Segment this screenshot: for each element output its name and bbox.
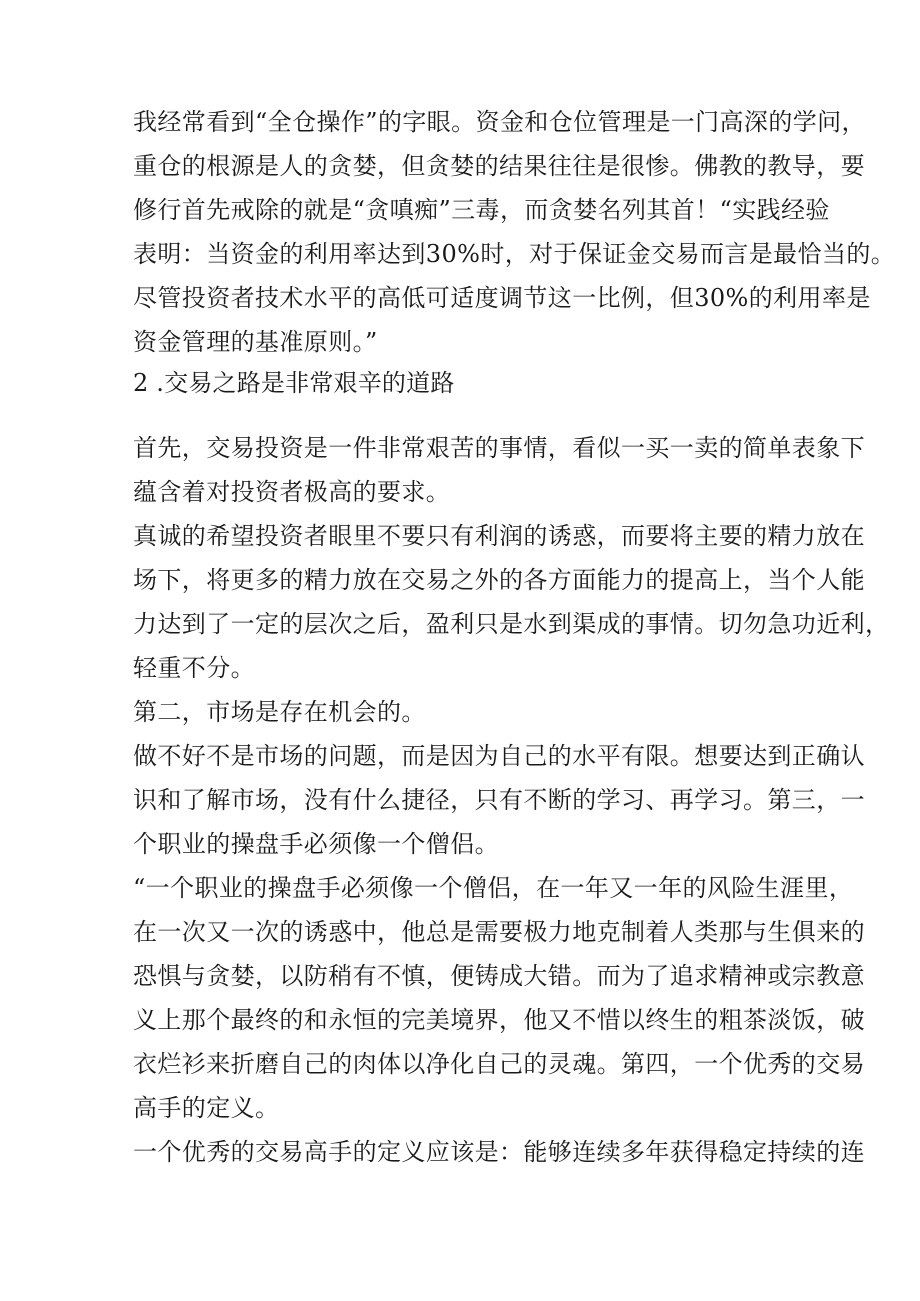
section-heading [133,361,813,405]
text-line: 重仓的根源是人的贪婪，但贪婪的结果往往是很惨。佛教的教导，要 [133,152,865,180]
text-line: 蕴含着对投资者极高的要求。 [133,478,451,506]
heading-text: 2 .交易之路是非常艰辛的道路 [133,369,455,397]
text-line: 一个优秀的交易高手的定义应该是：能够连续多年获得稳定持续的连 [133,1138,865,1166]
text-line: 真诚的希望投资者眼里不要只有利润的诱惑，而要将主要的精力放在 [133,522,865,550]
text-line: 尽管投资者技术水平的高低可适度调节这一比例，但30%的利用率是 [133,284,871,312]
text-line: 我经常看到“全仓操作”的字眼。资金和仓位管理是一门高深的学问， [133,108,866,136]
text-line: 轻重不分。 [133,654,255,682]
text-line: 场下，将更多的精力放在交易之外的各方面能力的提高上，当个人能 [133,566,865,594]
text-line: 识和了解市场，没有什么捷径，只有不断的学习、再学习。第三，一 [133,786,865,814]
text-line: “一个职业的操盘手必须像一个僧侣，在一年又一年的风险生涯里， [133,874,854,902]
text-line: 表明：当资金的利用率达到30%时，对于保证金交易而言是最恰当的。 [133,240,896,268]
text-line: 资金管理的基准原则。” [133,328,378,356]
text-line: 义上那个最终的和永恒的完美境界，他又不惜以终生的粗茶淡饭，破 [133,1006,865,1034]
text-line: 个职业的操盘手必须像一个僧侣。 [133,830,499,858]
text-line: 修行首先戒除的就是“贪嗔痴”三毒，而贪婪名列其首！“实践经验 [133,196,830,224]
text-line: 恐惧与贪婪，以防稍有不慎，便铸成大错。而为了追求精神或宗教意 [133,962,865,990]
text-line: 在一次又一次的诱惑中，他总是需要极力地克制着人类那与生俱来的 [133,918,865,946]
text-line: 首先，交易投资是一件非常艰苦的事情，看似一买一卖的简单表象下 [133,434,865,462]
text-line: 第二，市场是存在机会的。 [133,698,426,726]
text-line: 做不好不是市场的问题，而是因为自己的水平有限。想要达到正确认 [133,742,865,770]
paragraph-trading-path [133,426,890,1174]
text-line: 衣烂衫来折磨自己的肉体以净化自己的灵魂。第四，一个优秀的交易 [133,1050,865,1078]
text-line: 高手的定义。 [133,1094,280,1122]
text-line: 力达到了一定的层次之后，盈利只是水到渠成的事情。切勿急功近利， [133,610,890,638]
paragraph-full-position [133,100,896,364]
